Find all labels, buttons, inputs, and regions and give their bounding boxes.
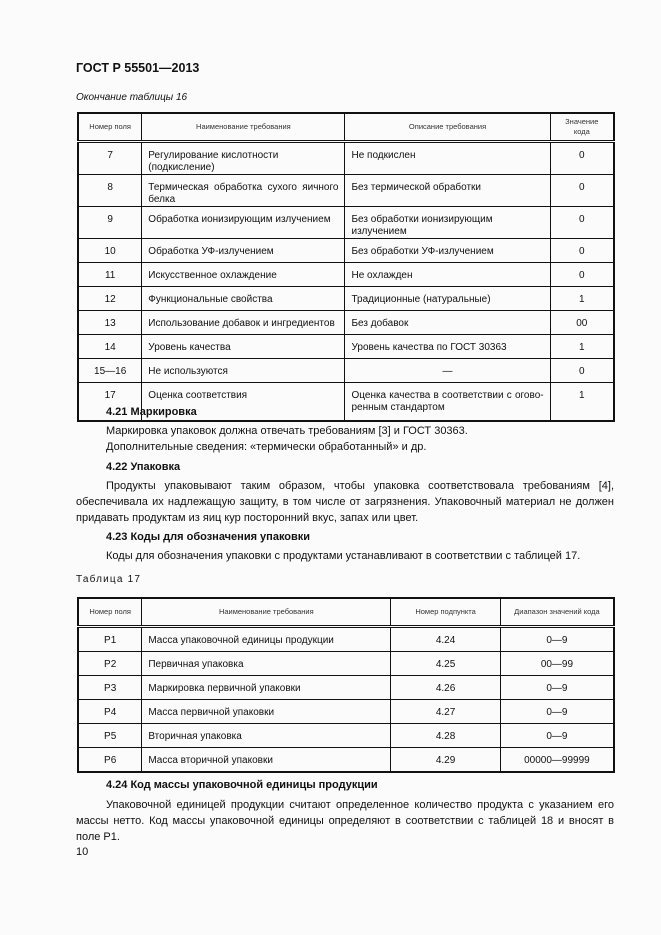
column-header: Описание требования [345, 113, 550, 141]
code-range: 0—9 [500, 699, 614, 723]
code-range: 0—9 [500, 723, 614, 747]
subclause-number: 4.25 [391, 651, 501, 675]
table-row [78, 334, 614, 358]
paragraph: Продукты упаковывают таким образом, чтобы упаковка соответствовала требованиям [4], обеспечивала их надлежащую защиту, в том числе от загрязнения. Упаковочный материал не должен придавать продуктам из яиц кур посторонний вкус, запах или цвет. [76, 480, 614, 524]
requirement-description: Без обработки ионизирующим излучением [345, 206, 550, 238]
requirement-name: Вторичная упаковка [142, 723, 391, 747]
subclause-number: 4.24 [391, 626, 501, 651]
requirement-name: Первичная упаковка [142, 651, 391, 675]
table-17 [77, 597, 615, 773]
paragraph: Дополнительные сведения: «термически обработанный» и др. [106, 441, 427, 453]
page-number: 10 [76, 846, 89, 858]
code-range: 00000—99999 [500, 747, 614, 772]
field-number: 17 [78, 382, 142, 421]
table-row [78, 206, 614, 238]
requirement-name: Масса первичной упаковки [142, 699, 391, 723]
table-row [78, 626, 614, 651]
table17-caption: Таблица 17 [76, 574, 142, 585]
field-number: 14 [78, 334, 142, 358]
requirement-name: Функциональные свойства [142, 286, 345, 310]
requirement-name: Использование добавок и ингредиентов [142, 310, 345, 334]
code-value: 00 [550, 310, 614, 334]
field-number: Р6 [78, 747, 142, 772]
table-row [78, 310, 614, 334]
document-header: ГОСТ Р 55501—2013 [76, 61, 200, 75]
section-heading-4-23: 4.23 Коды для обозначения упаковки [106, 531, 311, 543]
requirement-description: Не подкислен [345, 141, 550, 174]
field-number: Р4 [78, 699, 142, 723]
requirement-name: Регулирование кислотности (подкисление) [142, 141, 345, 174]
requirement-description: Уровень качества по ГОСТ 30363 [345, 334, 550, 358]
field-number: 8 [78, 174, 142, 206]
table-row [78, 747, 614, 772]
code-value: 0 [550, 358, 614, 382]
column-header: Наименование требования [142, 113, 345, 141]
subclause-number: 4.26 [391, 675, 501, 699]
field-number: 13 [78, 310, 142, 334]
section-heading-4-22: 4.22 Упаковка [106, 461, 181, 473]
code-value: 1 [550, 286, 614, 310]
code-range: 00—99 [500, 651, 614, 675]
field-number: 12 [78, 286, 142, 310]
requirement-name: Не используются [142, 358, 345, 382]
requirement-description: Без обработки УФ-излучением [345, 238, 550, 262]
field-number: 7 [78, 141, 142, 174]
field-number: Р1 [78, 626, 142, 651]
table16-caption: Окончание таблицы 16 [76, 92, 188, 103]
requirement-name: Обработка УФ-излучением [142, 238, 345, 262]
table-row [78, 699, 614, 723]
requirement-name: Масса упаковочной единицы продукции [142, 626, 391, 651]
requirement-description: Без термической обработки [345, 174, 550, 206]
code-value: 1 [550, 382, 614, 421]
section-heading-4-24: 4.24 Код массы упаковочной единицы продукции [106, 779, 378, 791]
table-row [78, 651, 614, 675]
table-16 [77, 112, 615, 422]
requirement-description: — [345, 358, 550, 382]
code-value: 0 [550, 238, 614, 262]
subclause-number: 4.27 [391, 699, 501, 723]
requirement-description: Без добавок [345, 310, 550, 334]
code-range: 0—9 [500, 675, 614, 699]
paragraph: Маркировка упаковок должна отвечать требованиям [3] и ГОСТ 30363. [106, 425, 468, 437]
requirement-name: Искусственное охлаждение [142, 262, 345, 286]
section-heading-4-21: 4.21 Маркировка [106, 406, 197, 418]
code-value: 0 [550, 141, 614, 174]
table-row [78, 723, 614, 747]
field-number: 10 [78, 238, 142, 262]
paragraph: Упаковочной единицей продукции считают определенное количество продукта с указанием его массы нетто. Код массы упаковочной единицы определяют в соответствии с таблицей 18 и вносят в поле Р1. [76, 799, 614, 843]
field-number: Р5 [78, 723, 142, 747]
requirement-name: Оценка соответствия [142, 382, 345, 421]
paragraph: Коды для обозначения упаковки с продуктами устанавливают в соответствии с таблицей 17. [106, 550, 581, 562]
field-number: Р3 [78, 675, 142, 699]
table-row [78, 262, 614, 286]
requirement-name: Уровень качества [142, 334, 345, 358]
field-number: Р2 [78, 651, 142, 675]
requirement-name: Маркировка первичной упаковки [142, 675, 391, 699]
column-header: Диапазон значений кода [500, 598, 614, 626]
table-row [78, 675, 614, 699]
table-row [78, 141, 614, 174]
column-header: Значение кода [550, 113, 614, 141]
code-value: 0 [550, 206, 614, 238]
table-header-row [78, 598, 614, 626]
requirement-name: Термическая обработка сухого яичного белка [142, 174, 345, 206]
requirement-name: Обработка ионизирующим излучением [142, 206, 345, 238]
code-value: 1 [550, 334, 614, 358]
table-row [78, 238, 614, 262]
table-row [78, 174, 614, 206]
field-number: 11 [78, 262, 142, 286]
subclause-number: 4.29 [391, 747, 501, 772]
field-number: 9 [78, 206, 142, 238]
requirement-name: Масса вторичной упаковки [142, 747, 391, 772]
code-value: 0 [550, 174, 614, 206]
subclause-number: 4.28 [391, 723, 501, 747]
requirement-description: Не охлажден [345, 262, 550, 286]
requirement-description: Оценка качества в соответствии с огово-ренным стандартом [345, 382, 550, 421]
code-range: 0—9 [500, 626, 614, 651]
code-value: 0 [550, 262, 614, 286]
table-row [78, 358, 614, 382]
column-header: Наименование требования [142, 598, 391, 626]
column-header: Номер подпункта [391, 598, 501, 626]
column-header: Номер поля [78, 113, 142, 141]
column-header: Номер поля [78, 598, 142, 626]
requirement-description: Традиционные (натуральные) [345, 286, 550, 310]
field-number: 15—16 [78, 358, 142, 382]
table-row [78, 286, 614, 310]
table-header-row [78, 113, 614, 141]
